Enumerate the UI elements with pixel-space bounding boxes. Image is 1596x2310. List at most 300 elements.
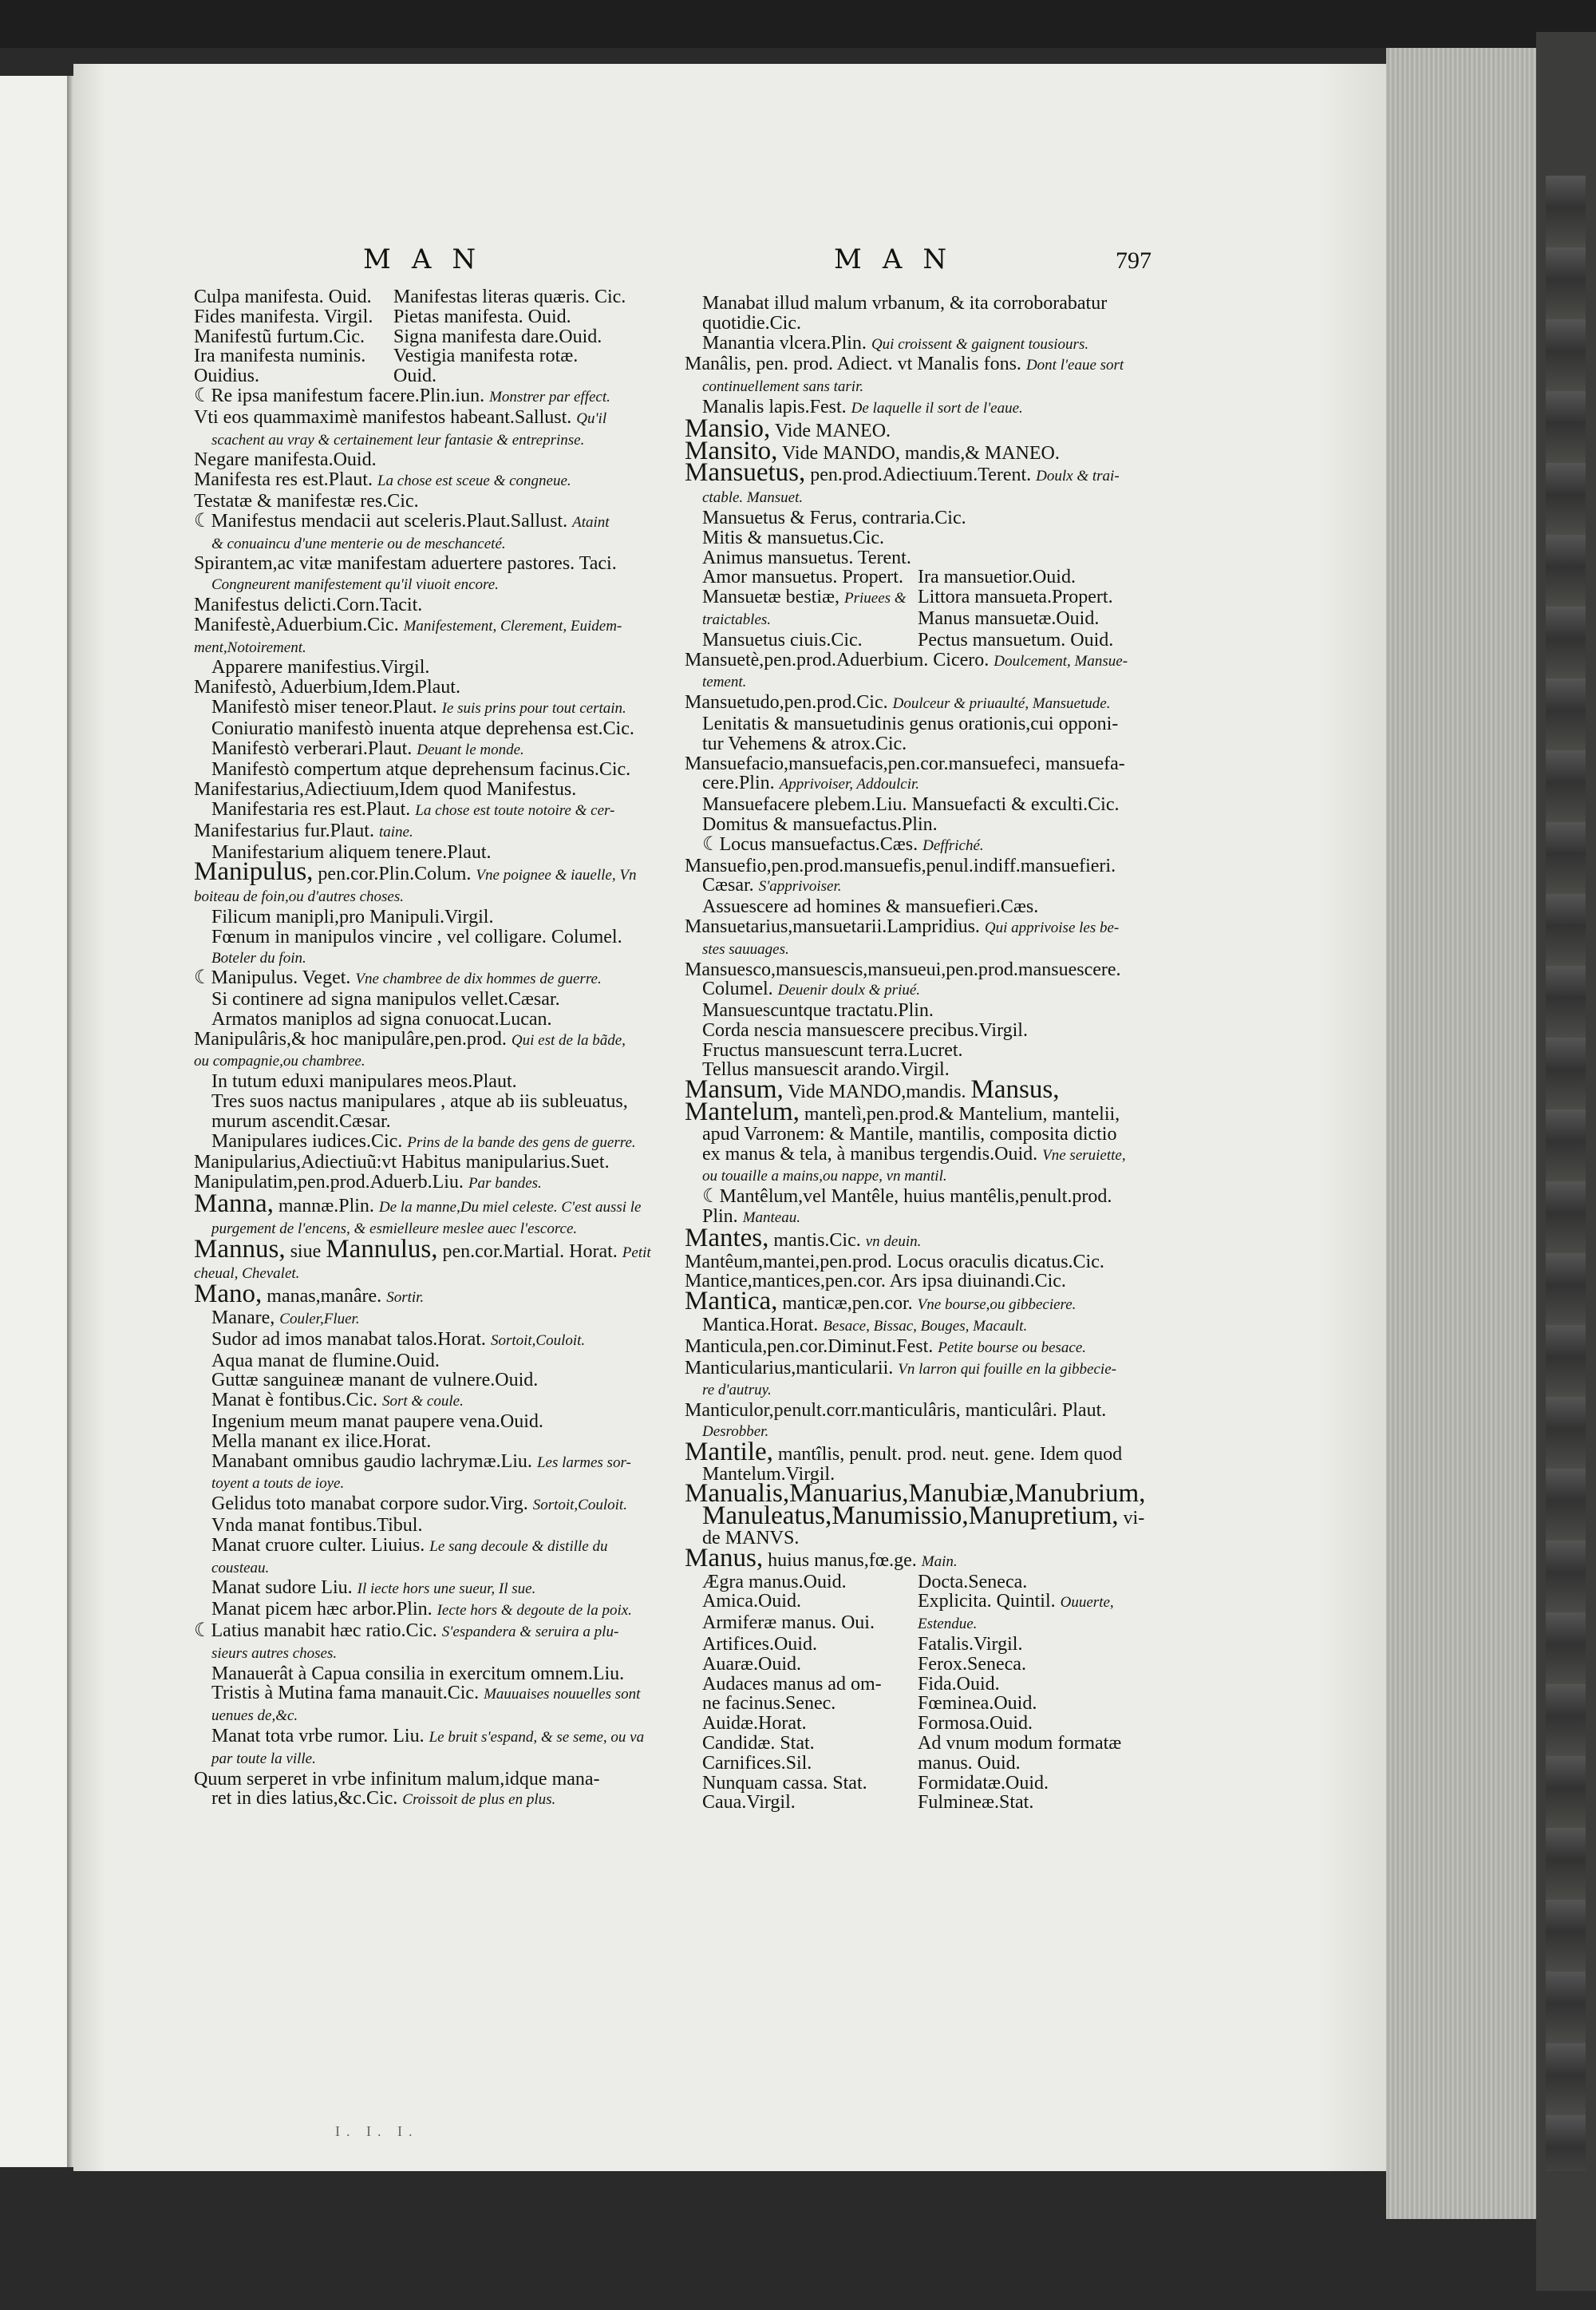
entry-line	[685, 1125, 1171, 1145]
entry-line	[194, 739, 673, 761]
entry-text: mantis.Cic.	[773, 1229, 861, 1251]
entry-text: Manifestò verberari.Plaut.	[211, 738, 413, 759]
entry-line	[685, 1543, 1171, 1572]
entry-text: ☾Manipulus. Veget.	[194, 967, 351, 989]
entry-text: Vti eos quammaximè manifestos habeant.Sallust.	[194, 406, 572, 428]
french-gloss: Sortoit,Couloit.	[490, 1331, 586, 1349]
entry-pair-right	[918, 609, 1099, 631]
entry-text: Auaræ.Ouid.	[702, 1653, 801, 1675]
entry-text: Manifestas literas quæris. Cic.	[393, 287, 626, 307]
entry-text: Manâlis, pen. prod. Adiect. vt Manalis fons.	[685, 354, 1021, 375]
entry-text: Armatos maniplos ad signa conuocat.Lucan.	[211, 1008, 552, 1030]
headword: Mansio,	[685, 413, 771, 443]
entry-pair-right	[918, 1675, 1000, 1695]
entry-pair-left	[685, 1655, 918, 1675]
entry-line	[685, 856, 1171, 876]
french-gloss: Par bandes.	[468, 1175, 542, 1193]
entry-line	[194, 886, 673, 908]
entry-text: In tutum eduxi manipulares meos.Plaut.	[211, 1071, 517, 1093]
entry-line	[194, 1280, 673, 1309]
entry-text: Mansuesco,mansuescis,mansueui,pen.prod.mansuescere.	[685, 959, 1121, 980]
entry-line	[685, 487, 1171, 508]
entry-pair-right	[918, 1694, 1037, 1714]
entry-line	[194, 968, 673, 990]
entry-pair-right	[918, 1754, 1021, 1774]
entry-line	[194, 1234, 673, 1264]
entry-line	[194, 1770, 673, 1790]
entry-text: Fœnum in manipulos vincire , vel colligare. Columel.	[211, 926, 622, 947]
entry-text: ex manus & tela, à manibus tergendis.Ouid.	[702, 1143, 1038, 1165]
entry-pair-row	[194, 287, 673, 307]
french-gloss: re d'autruy.	[702, 1382, 772, 1399]
headword: Mannus,	[194, 1234, 286, 1264]
entry-text: Manipulares iudices.Cic.	[211, 1130, 403, 1152]
french-gloss: Le sang decoule & distille du	[429, 1537, 608, 1555]
french-gloss: & conuaincu d'une menterie ou de meschanceté.	[211, 535, 506, 552]
french-gloss: Ataint	[572, 513, 610, 531]
entry-text: Mansuetarius,mansuetarii.Lampridius.	[685, 916, 980, 937]
headword: Mannulus,	[326, 1234, 438, 1264]
entry-text: Artifices.Ouid.	[702, 1634, 817, 1655]
entry-pair-right	[918, 568, 1076, 587]
french-gloss: La chose est sceue & congneue.	[377, 473, 571, 490]
entry-text: ☾Manifestus mendacii aut sceleris.Plaut.Sallust.	[194, 510, 568, 532]
entry-text: Mansuetus ciuis.Cic.	[702, 629, 863, 651]
entry-text: Manat tota vrbe rumor. Liu.	[211, 1725, 425, 1746]
entry-text: manus. Ouid.	[918, 1752, 1021, 1774]
entry-line	[194, 1072, 673, 1092]
entry-pair-left	[685, 1635, 918, 1655]
entry-pair-left	[685, 1592, 918, 1613]
entry-line	[685, 835, 1171, 856]
entry-text: Vide MANDO, mandis,& MANEO.	[782, 442, 1060, 464]
headword: Mano,	[194, 1280, 263, 1309]
french-gloss: ou touaille a mains,ou nappe, vn mantil.	[702, 1168, 947, 1185]
entry-line	[194, 1412, 673, 1432]
entry-pair-left	[194, 327, 393, 347]
entry-text: Formosa.Ouid.	[918, 1713, 1033, 1734]
headword: Manna,	[194, 1189, 274, 1219]
french-gloss: vn deuin.	[865, 1232, 922, 1250]
french-gloss: Doulceur & priuaulté, Mansuetude.	[892, 695, 1111, 713]
entry-text: Lenitatis & mansuetudinis genus orationis,cui opponi-	[702, 713, 1119, 734]
entry-text: Apparere manifestius.Virgil.	[211, 657, 430, 678]
entry-line	[685, 1287, 1171, 1316]
entry-text: Quum serperet in vrbe infinitum malum,idque mana-	[194, 1768, 600, 1790]
entry-pair-right	[918, 631, 1113, 651]
entry-line	[685, 1379, 1171, 1401]
french-gloss: Doulx & trai-	[1036, 468, 1120, 485]
french-gloss: toyent a touts de ioye.	[211, 1475, 345, 1493]
entry-text: Manticularius,manticularii.	[685, 1357, 894, 1378]
entry-line	[194, 512, 673, 533]
running-header-left: MAN	[363, 243, 497, 275]
french-gloss: Sort & coule.	[381, 1393, 464, 1410]
french-gloss: traictables.	[702, 611, 772, 628]
headword: Manus,	[685, 1543, 764, 1572]
french-gloss: sieurs autres choses.	[211, 1644, 338, 1662]
headword: Mantica,	[685, 1287, 778, 1316]
entry-text: mannæ.Plin.	[278, 1196, 374, 1217]
entry-pair-row	[685, 1592, 1171, 1613]
cover-wear	[1546, 176, 1586, 2171]
entry-text: Sudor ad imos manabat talos.Horat.	[211, 1328, 486, 1350]
entry-text: Manauerât à Capua consilia in exercitum omnem.Liu.	[211, 1663, 625, 1684]
facing-page-edge	[0, 76, 69, 2167]
entry-text: Manare,	[211, 1307, 275, 1329]
entry-line	[194, 1371, 673, 1390]
entry-text: Assuescere ad homines & mansuefieri.Cæs.	[702, 896, 1039, 918]
entry-text: Manat sudore Liu.	[211, 1577, 353, 1599]
french-gloss: taine.	[378, 823, 413, 841]
entry-line	[194, 386, 673, 408]
french-gloss: Doulcement, Mansue-	[994, 652, 1128, 670]
headword: Mansito,	[685, 436, 778, 465]
french-gloss: De la manne,Du miel celeste. C'est aussi le	[378, 1199, 642, 1216]
entry-text: Manifesta res est.Plaut.	[194, 469, 373, 491]
entry-line	[685, 1145, 1171, 1166]
entry-text: Mansuetudo,pen.prod.Cic.	[685, 692, 888, 714]
entry-pair-row	[685, 1635, 1171, 1655]
entry-line	[685, 1098, 1171, 1127]
entry-pair-row	[685, 568, 1171, 587]
entry-text: cere.Plin.	[702, 773, 775, 794]
french-gloss: Ie suis prins pour tout certain.	[441, 699, 626, 717]
entry-line	[685, 1337, 1171, 1359]
entry-pair-row	[685, 1675, 1171, 1695]
french-gloss: Qui est de la bãde,	[511, 1031, 626, 1049]
entry-text: ret in dies latius,&c.Cic.	[211, 1788, 398, 1810]
entry-line	[685, 1187, 1171, 1207]
entry-text: Fulmineæ.Stat.	[918, 1792, 1034, 1814]
entry-text: Candidæ. Stat.	[702, 1732, 815, 1754]
entry-text: Mansuetæ bestiæ,	[702, 587, 839, 608]
entry-pair-left	[685, 1694, 918, 1714]
french-gloss: Dont l'eaue sort	[1025, 357, 1124, 374]
entry-line	[194, 1727, 673, 1748]
entry-line	[685, 334, 1171, 355]
french-gloss: stes sauuages.	[702, 940, 789, 958]
entry-text: Vnda manat fontibus.Tibul.	[211, 1515, 423, 1537]
entry-text: Pectus mansuetum. Ouid.	[918, 629, 1114, 651]
entry-line	[685, 773, 1171, 795]
french-gloss: Besace, Bissac, Bouges, Macault.	[823, 1318, 1028, 1335]
entry-line	[194, 1473, 673, 1494]
entry-line	[194, 533, 673, 555]
entry-pair-row	[194, 327, 673, 347]
entry-line	[194, 1351, 673, 1371]
entry-pair-row	[685, 1613, 1171, 1635]
right-column	[685, 294, 1171, 1813]
french-gloss: tement.	[702, 674, 747, 691]
entry-line	[685, 1315, 1171, 1337]
entry-text: Manus mansuetæ.Ouid.	[918, 607, 1100, 629]
headword: Manipulus,	[194, 857, 314, 887]
entry-text: Si continere ad signa manipulos vellet.Cæsar.	[211, 989, 560, 1011]
entry-line	[194, 698, 673, 719]
entry-line	[685, 314, 1171, 334]
entry-pair-row	[685, 1694, 1171, 1714]
entry-text: Manifestus delicti.Corn.Tacit.	[194, 594, 423, 615]
entry-text: Vide MANEO.	[774, 420, 891, 441]
entry-line	[685, 354, 1171, 376]
french-gloss: cheual, Chevalet.	[194, 1265, 300, 1283]
entry-pair-right	[918, 1774, 1049, 1794]
entry-pair-left	[685, 609, 918, 631]
entry-text: Manifestarius,Adiectiuum,Idem quod Manifestus.	[194, 779, 577, 801]
entry-text: ☾Mantêlum,vel Mantêle, huius mantêlis,penult.prod.	[702, 1186, 1112, 1208]
french-gloss: Deffriché.	[922, 837, 984, 854]
entry-line	[194, 1330, 673, 1351]
entry-line	[685, 693, 1171, 714]
entry-text: Mansuefio,pen.prod.mansuefis,penul.indiff.mansuefieri.	[685, 855, 1116, 876]
entry-text: Fatalis.Virgil.	[918, 1634, 1023, 1655]
french-gloss: La chose est toute notoire & cer-	[415, 801, 615, 819]
entry-line	[194, 1748, 673, 1770]
entry-pair-left	[194, 307, 393, 327]
entry-line	[685, 1165, 1171, 1187]
entry-line	[194, 947, 673, 969]
entry-line	[194, 1557, 673, 1579]
entry-text: Explicita. Quintil.	[918, 1591, 1056, 1612]
entry-line	[685, 1437, 1171, 1466]
entry-line	[194, 1308, 673, 1330]
entry-line	[194, 1263, 673, 1284]
entry-line	[685, 508, 1171, 528]
french-gloss: uenues de,&c.	[211, 1707, 298, 1725]
entry-line	[685, 651, 1171, 672]
entry-text: vi-	[1123, 1508, 1145, 1529]
entry-line	[194, 615, 673, 637]
entry-line	[685, 376, 1171, 398]
french-gloss: Petit	[622, 1244, 651, 1261]
entry-text: Manat picem hæc arbor.Plin.	[211, 1599, 433, 1620]
entry-text: Tellus mansuescit arando.Virgil.	[702, 1059, 950, 1081]
entry-text: pen.cor.Plin.Colum.	[318, 864, 472, 885]
french-gloss: par toute la ville.	[211, 1750, 316, 1767]
entry-line	[194, 574, 673, 595]
entry-text: Negare manifesta.Ouid.	[194, 449, 377, 471]
french-gloss: Estendue.	[918, 1616, 978, 1633]
entry-text: Audaces manus ad om-	[702, 1673, 882, 1695]
french-gloss: Congneurent manifestement qu'il viuoit encore.	[211, 576, 499, 594]
french-gloss: ou compagnie,ou chambree.	[194, 1053, 365, 1070]
entry-line	[194, 1030, 673, 1051]
entry-pair-left	[685, 1675, 918, 1695]
entry-text: murum ascendit.Cæsar.	[211, 1110, 391, 1132]
entry-pair-left	[685, 1714, 918, 1734]
entry-text: Manticulor,penult.corr.manticulâris, manticulâri. Plaut.	[685, 1400, 1107, 1422]
page-number: 797	[1116, 247, 1152, 274]
entry-pair-row	[685, 1774, 1171, 1794]
entry-line	[194, 1664, 673, 1684]
entry-line	[685, 294, 1171, 314]
entry-line	[194, 1050, 673, 1072]
entry-text: Mansuescuntque tractatu.Plin.	[702, 1000, 934, 1022]
entry-line	[194, 1516, 673, 1536]
entry-text: Mansuetus & Ferus, contraria.Cic.	[702, 507, 966, 528]
headword: Manualis,Manuarius,Manubiæ,Manubrium,	[685, 1479, 1146, 1509]
entry-text: siue	[290, 1240, 322, 1262]
entry-text: Manipularius,Adiectiuũ:vt Habitus manipularius.Suet.	[194, 1152, 610, 1173]
entry-pair-right	[918, 587, 1113, 609]
entry-text: Manabant omnibus gaudio lachrymæ.Liu.	[211, 1450, 532, 1472]
entry-line	[194, 637, 673, 659]
bleed-through-signature: I. I. I.	[335, 2123, 419, 2139]
entry-pair-left	[685, 1754, 918, 1774]
french-gloss: Qui apprivoise les be-	[984, 919, 1120, 936]
entry-text: ☾Re ipsa manifestum facere.Plin.iun.	[194, 385, 485, 406]
french-gloss: boiteau de foin,ou d'autres choses.	[194, 888, 404, 906]
entry-line	[685, 876, 1171, 897]
entry-pair-left	[685, 1774, 918, 1794]
french-gloss: Vne bourse,ou gibbeciere.	[917, 1296, 1077, 1314]
entry-line	[194, 429, 673, 451]
entry-line	[194, 678, 673, 698]
entry-text: Amor mansuetus. Propert.	[702, 567, 903, 588]
entry-text: Gelidus toto manabat corpore sudor.Virg.	[211, 1493, 528, 1515]
french-gloss: Desrobber.	[702, 1423, 769, 1441]
entry-text: Tres suos nactus manipulares , atque ab iis subleuatus,	[211, 1091, 628, 1113]
french-gloss: Les larmes sor-	[536, 1454, 631, 1471]
entry-text: Corda nescia mansuescere precibus.Virgil.	[702, 1019, 1028, 1041]
french-gloss: purgement de l'encens, & esmielleure meslee auec l'escorce.	[211, 1220, 578, 1237]
entry-text: ne facinus.Senec.	[702, 1693, 836, 1715]
entry-text: Ira manifesta numinis.	[194, 346, 366, 367]
entry-text: Manifestarius fur.Plaut.	[194, 820, 374, 841]
entry-pair-right	[393, 307, 571, 327]
entry-text: Caua.Virgil.	[702, 1792, 796, 1814]
entry-line	[194, 1789, 673, 1810]
entry-pair-right	[918, 1572, 1027, 1592]
entry-line	[194, 1494, 673, 1516]
entry-text: ☾Locus mansuefactus.Cæs.	[702, 833, 918, 855]
entry-line	[194, 800, 673, 821]
entry-pair-right	[918, 1714, 1033, 1734]
entry-pair-row	[685, 1734, 1171, 1754]
entry-text: Ouidius.	[194, 366, 260, 387]
entry-line	[194, 1536, 673, 1557]
entry-text: Fructus mansuescunt terra.Lucret.	[702, 1039, 963, 1061]
entry-pair-row	[685, 631, 1171, 651]
entry-text: Fœminea.Ouid.	[918, 1693, 1037, 1715]
french-gloss: Apprivoiser, Addoulcir.	[779, 776, 920, 793]
entry-pair-left	[685, 568, 918, 587]
entry-text: huius manus,fœ.ge.	[768, 1549, 917, 1571]
entry-text: Vestigia manifesta rotæ.	[393, 346, 579, 367]
entry-line	[194, 1621, 673, 1643]
entry-text: manas,manâre.	[267, 1286, 382, 1307]
entry-line	[685, 939, 1171, 960]
book-cover-edge	[1536, 32, 1596, 2291]
entry-line	[194, 1705, 673, 1727]
entry-text: ☾Latius manabit hæc ratio.Cic.	[194, 1620, 437, 1641]
entry-line	[685, 1359, 1171, 1380]
entry-line	[685, 1252, 1171, 1272]
entry-text: Manifestarium aliquem tenere.Plaut.	[211, 841, 492, 863]
french-gloss: continuellement sans tarir.	[702, 378, 864, 396]
entry-text: Ira mansuetior.Ouid.	[918, 567, 1076, 588]
headword: Mansuetus,	[685, 458, 806, 488]
entry-text: pen.prod.Adiectiuum.Terent.	[810, 465, 1032, 486]
entry-line	[685, 1223, 1171, 1252]
entry-line	[194, 1010, 673, 1030]
entry-line	[194, 470, 673, 492]
entry-text: Mantice,mantices,pen.cor. Ars ipsa diuinandi.Cic.	[685, 1271, 1066, 1292]
entry-pair-right	[918, 1734, 1121, 1754]
entry-line	[194, 1189, 673, 1219]
entry-line	[685, 1401, 1171, 1421]
entry-line	[194, 1452, 673, 1473]
entry-pair-row	[685, 587, 1171, 609]
entry-line	[685, 714, 1171, 734]
french-gloss: scachent au vray & certainement leur fantasie & entreprinse.	[211, 431, 585, 449]
french-gloss: Vne poignee & iauelle, Vn	[476, 867, 637, 884]
entry-text: Ferox.Seneca.	[918, 1653, 1026, 1675]
entry-text: Mantêum,mantei,pen.prod. Locus oraculis dicatus.Cic.	[685, 1251, 1104, 1272]
entry-pair-row	[194, 366, 673, 386]
entry-line	[194, 1390, 673, 1412]
entry-pair-left	[194, 366, 393, 386]
entry-line	[194, 492, 673, 512]
french-gloss: Priuees &	[844, 590, 907, 607]
entry-line	[194, 408, 673, 429]
entry-line	[194, 780, 673, 800]
entry-text: Amica.Ouid.	[702, 1591, 801, 1612]
entry-text: de MANVS.	[702, 1528, 800, 1549]
entry-line	[685, 458, 1171, 488]
entry-text: Domitus & mansuefactus.Plin.	[702, 813, 938, 835]
entry-pair-right	[918, 1793, 1033, 1813]
entry-line	[194, 928, 673, 947]
entry-line	[685, 1041, 1171, 1061]
entry-text: Spirantem,ac vitæ manifestam aduertere pastores. Taci.	[194, 553, 617, 575]
entry-text: Manat cruore culter. Liuius.	[211, 1534, 425, 1556]
french-gloss: Iecte hors & degoute de la poix.	[437, 1602, 632, 1620]
entry-text: Cæsar.	[702, 875, 754, 896]
entry-pair-right	[393, 327, 602, 347]
entry-text: Manabat illud malum vrbanum, & ita corroborabatur	[702, 293, 1108, 314]
entry-text: Plin.	[702, 1206, 738, 1228]
entry-line	[685, 815, 1171, 835]
entry-line	[194, 658, 673, 678]
entry-text: quotidie.Cic.	[702, 312, 801, 334]
entry-line	[194, 908, 673, 928]
entry-line	[194, 450, 673, 470]
entry-line	[194, 1600, 673, 1621]
entry-line	[194, 1132, 673, 1153]
entry-pair-right	[918, 1655, 1026, 1675]
entry-text: Coniuratio manifestò inuenta atque deprehensa est.Cic.	[211, 718, 634, 739]
entry-text: Culpa manifesta. Ouid.	[194, 287, 372, 307]
entry-text: Mansuefacio,mansuefacis,pen.cor.mansuefeci, mansuefa-	[685, 753, 1125, 774]
entry-text: manticæ,pen.cor.	[782, 1293, 913, 1315]
entry-line	[685, 734, 1171, 754]
entry-text: Docta.Seneca.	[918, 1571, 1028, 1592]
entry-text: Guttæ sanguineæ manant de vulnere.Ouid.	[211, 1370, 539, 1391]
entry-line	[194, 1432, 673, 1452]
entry-pair-left	[685, 587, 918, 609]
entry-text: Signa manifesta dare.Ouid.	[393, 326, 602, 347]
french-gloss: Main.	[921, 1553, 958, 1570]
entry-pair-left	[685, 1572, 918, 1592]
entry-line	[194, 1578, 673, 1600]
entry-text: Formidatæ.Ouid.	[918, 1772, 1049, 1794]
entry-text: Mella manant ex ilice.Horat.	[211, 1430, 432, 1452]
entry-text: Auidæ.Horat.	[702, 1713, 807, 1734]
entry-pair-row	[685, 1714, 1171, 1734]
entry-pair-right	[918, 1635, 1022, 1655]
